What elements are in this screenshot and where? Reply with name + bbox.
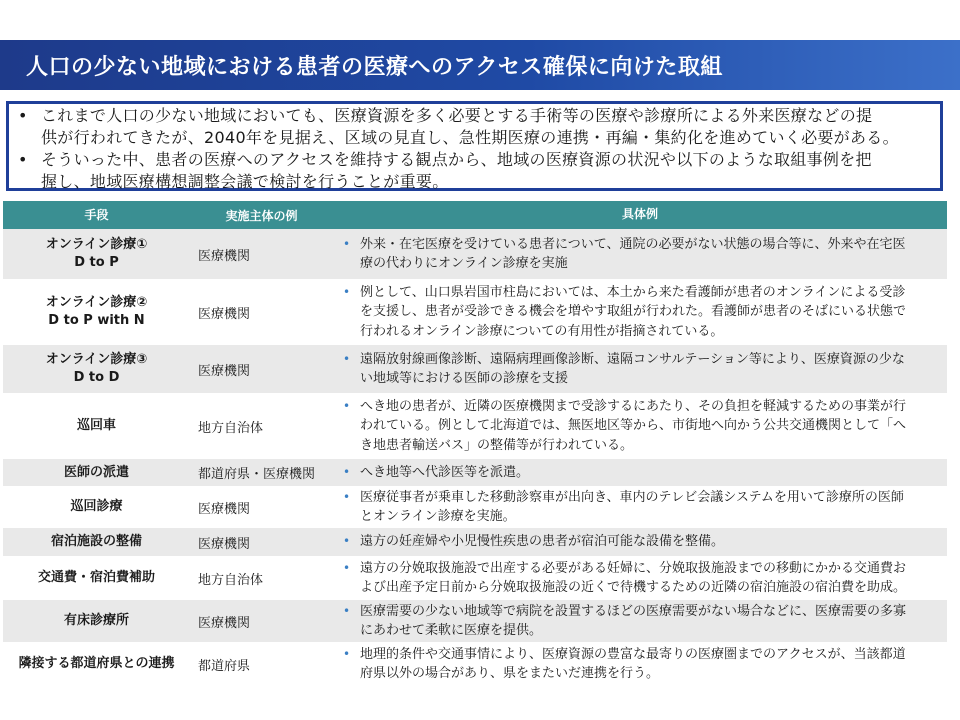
entity-cell: 医療機関	[198, 248, 251, 264]
bullet-icon: •	[18, 106, 28, 125]
entity-cell: 地方自治体	[198, 420, 264, 436]
means-cell: オンライン診療② D to P with N	[45, 295, 148, 328]
entity-cell: 都道府県・医療機関	[198, 467, 316, 482]
summary-item-2	[15, 149, 934, 193]
bullet-icon: •	[343, 489, 351, 504]
table-row	[3, 486, 947, 528]
means-cell: オンライン診療① D to P	[45, 237, 148, 270]
example-cell: • 遠隔放射線画像診断、遠隔病理画像診断、遠隔コンサルテーション等により、医療資源の少な い地域等における医師の診療を支援	[343, 351, 905, 386]
title-banner	[0, 40, 960, 90]
bullet-icon: •	[343, 236, 351, 251]
table-row	[3, 279, 947, 345]
table-row	[3, 528, 947, 556]
table-row	[3, 600, 947, 642]
means-cell: オンライン診療③ D to D	[45, 352, 148, 385]
entity-cell: 医療機関	[198, 536, 251, 552]
bullet-icon: •	[18, 150, 28, 169]
entity-cell: 医療機関	[198, 615, 251, 631]
bullet-icon: •	[343, 603, 351, 618]
bullet-icon: •	[343, 534, 351, 549]
measures-table	[3, 201, 947, 686]
table-row	[3, 459, 947, 486]
summary-line: そういった中、患者の医療へのアクセスを維持する観点から、地域の医療資源の状況や以下のような取組事例を把	[41, 150, 872, 169]
example-cell: • へき地等へ代診医等を派遣。	[333, 463, 947, 483]
example-cell: • 例として、山口県岩国市柱島においては、本土から来た看護師が患者のオンラインによる受診 を支援し、患者が受診できる機会を増やす取組が行われた。看護師が患者のそばにいる状態で 行われるオンライン診療についての有用性が指摘されている。	[343, 284, 907, 339]
bullet-icon: •	[343, 646, 351, 661]
page-title: 人口の少ない地域における患者の医療へのアクセス確保に向けた取組	[26, 55, 723, 80]
entity-cell: 医療機関	[198, 363, 251, 379]
entity-cell: 都道府県	[198, 658, 251, 674]
means-cell: 有床診療所	[63, 613, 129, 628]
table-row	[3, 642, 947, 686]
means-cell: 医師の派遣	[63, 464, 129, 480]
means-cell: 宿泊施設の整備	[50, 534, 142, 549]
bullet-icon: •	[343, 351, 351, 366]
entity-cell: 医療機関	[198, 306, 251, 322]
summary-item-1	[15, 105, 934, 149]
header-example: 具体例	[621, 207, 658, 222]
means-cell: 巡回車	[76, 418, 116, 433]
summary-line: 供が行われてきたが、2040年を見据え、区域の見直し、急性期医療の連携・再編・集約化を進めていく必要がある。	[41, 128, 899, 147]
summary-box	[6, 101, 943, 191]
example-cell: • 医療従事者が乗車した移動診察車が出向き、車内のテレビ会議システムを用いて診療所の医師 とオンライン診療を実施。	[343, 489, 904, 524]
table-row	[3, 229, 947, 279]
bullet-icon: •	[343, 398, 351, 413]
example-cell: • 遠方の妊産婦や小児慢性疾患の患者が宿泊可能な設備を整備。	[333, 532, 947, 552]
means-cell: 巡回診療	[70, 499, 123, 514]
header-means: 手段	[84, 208, 109, 222]
entity-cell: 地方自治体	[198, 572, 264, 588]
bullet-icon: •	[343, 464, 351, 479]
table-row	[3, 345, 947, 393]
bullet-icon: •	[343, 560, 351, 575]
example-cell: • 地理的条件や交通事情により、医療資源の豊富な最寄りの医療圏までのアクセスが、当該都道 府県以外の場合があり、県をまたいだ連携を行う。	[343, 646, 906, 681]
summary-line: 握し、地域医療構想調整会議で検討を行うことが重要。	[41, 172, 449, 191]
example-cell: • 遠方の分娩取扱施設で出産する必要がある妊婦に、分娩取扱施設までの移動にかかる交通費お よび出産予定日前から分娩取扱施設の近くで待機するための近隣の宿泊施設の宿泊費を助成。	[343, 560, 907, 595]
means-cell: 隣接する都道府県との連携	[18, 656, 175, 671]
example-cell: • 外来・在宅医療を受けている患者について、通院の必要がない状態の場合等に、外来や在宅医 療の代わりにオンライン診療を実施	[343, 236, 906, 271]
header-entity: 実施主体の例	[225, 208, 298, 223]
table-row	[3, 393, 947, 459]
means-cell: 交通費・宿泊費補助	[37, 570, 155, 585]
table-row	[3, 556, 947, 600]
example-cell: • 医療需要の少ない地域等で病院を設置するほどの医療需要がない場合などに、医療需要の多寡 にあわせて柔軟に医療を提供。	[343, 603, 907, 638]
bullet-icon: •	[343, 284, 351, 299]
example-cell: • へき地の患者が、近隣の医療機関まで受診するにあたり、その負担を軽減するための事業が行 われている。例として北海道では、無医地区等から、市街地へ向かう公共交通機関として「へ き地患者輸送バス」の整備等が行われている。	[343, 398, 907, 453]
summary-line: これまで人口の少ない地域においても、医療資源を多く必要とする手術等の医療や診療所による外来医療などの提	[41, 106, 873, 125]
entity-cell: 医療機関	[198, 501, 251, 517]
table-header	[3, 201, 947, 229]
